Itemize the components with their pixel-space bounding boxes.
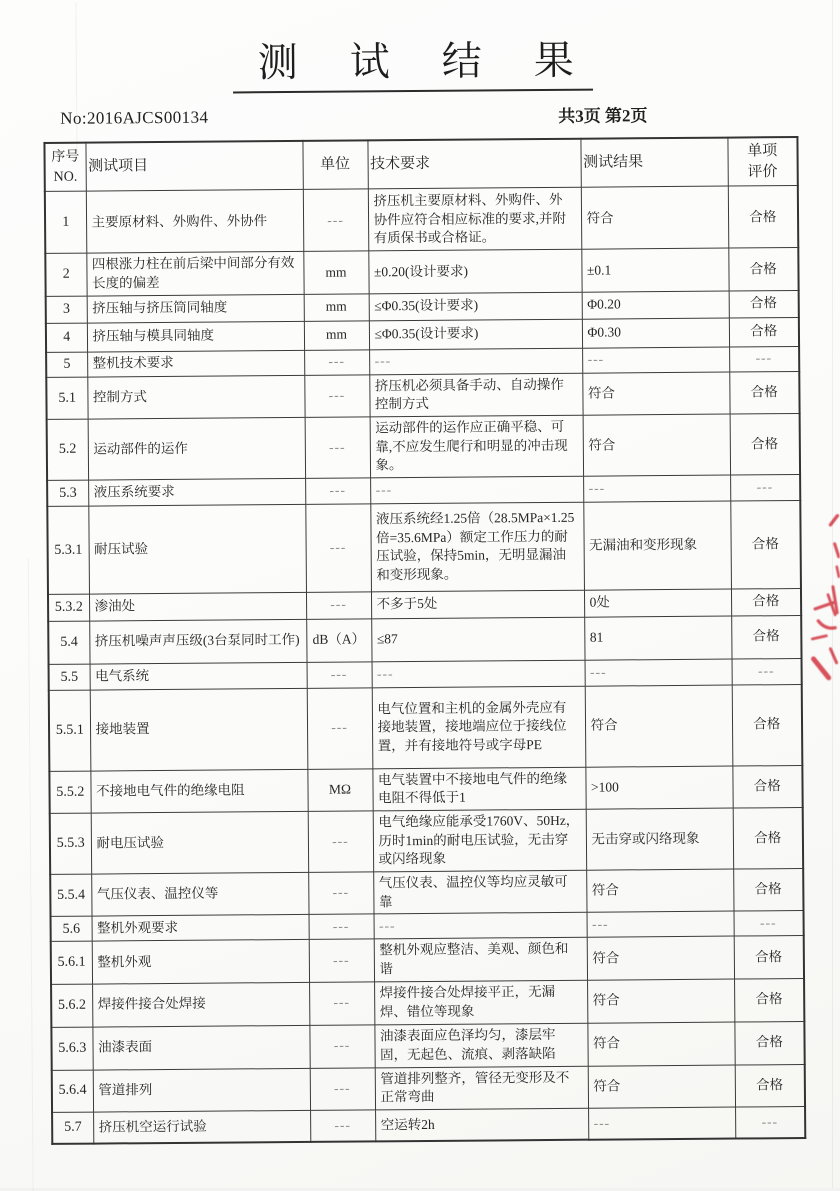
table-row xyxy=(46,371,799,419)
cell-item: 整机外观要求 xyxy=(92,915,309,942)
cell-unit: --- xyxy=(309,914,374,940)
cell-unit: MΩ xyxy=(307,769,372,812)
cell-item: 挤压机噪声声压级(3台泵同时工作) xyxy=(89,619,306,664)
cell-result: 符合 xyxy=(587,979,734,1023)
cell-item: 运动部件的运作 xyxy=(88,417,305,480)
cell-result: 符合 xyxy=(587,1022,734,1066)
table-row xyxy=(52,1064,805,1112)
cell-result: --- xyxy=(588,1107,735,1140)
cell-result: >100 xyxy=(585,766,732,809)
cell-evaluation: --- xyxy=(734,911,804,937)
cell-no: 5.6.4 xyxy=(52,1070,93,1113)
cell-requirement: --- xyxy=(374,912,587,939)
table-body xyxy=(45,186,805,1144)
cell-requirement: 不多于5处 xyxy=(371,590,584,619)
cell-result: 符合 xyxy=(583,414,730,476)
cell-requirement: 电气装置中不接地电气件的绝缘电阻不得低于1 xyxy=(372,767,585,811)
cell-no: 5.3.2 xyxy=(48,594,89,621)
cell-no: 5.3 xyxy=(47,480,88,506)
title-underline xyxy=(233,89,593,94)
cell-no: 4 xyxy=(46,323,87,352)
cell-evaluation: 合格 xyxy=(734,936,804,979)
table-row xyxy=(47,413,800,480)
cell-unit: mm xyxy=(304,321,369,351)
cell-item: 主要原材料、外购件、外协件 xyxy=(86,190,303,254)
test-results-table xyxy=(43,136,806,1145)
cell-item: 挤压轴与挤压筒同轴度 xyxy=(87,294,304,323)
cell-requirement: 整机外观应整洁、美观、颜色和谐 xyxy=(374,937,587,981)
cell-evaluation: 合格 xyxy=(734,1021,804,1065)
cell-unit: --- xyxy=(309,1024,374,1068)
cell-item: 挤压轴与模具同轴度 xyxy=(87,321,304,352)
cell-requirement: --- xyxy=(370,476,583,504)
table-row xyxy=(51,978,804,1027)
cell-result: 无漏油和变形现象 xyxy=(583,501,731,590)
cell-unit: --- xyxy=(309,981,374,1025)
cell-no: 5.6 xyxy=(51,916,92,941)
cell-item: 气压仪表、温控仪等 xyxy=(91,872,308,916)
cell-requirement: ±0.20(设计要求) xyxy=(368,250,581,294)
cell-result: --- xyxy=(583,475,730,502)
cell-unit: --- xyxy=(303,189,368,252)
cell-requirement: 挤压机主要原材料、外购件、外协件应符合相应标准的要求,并附有质保书或合格证。 xyxy=(368,188,581,252)
cell-unit: --- xyxy=(308,811,373,873)
cell-evaluation: 合格 xyxy=(733,808,803,870)
table-header xyxy=(44,137,797,192)
cell-requirement: ≤Φ0.35(设计要求) xyxy=(369,319,582,350)
cell-evaluation: 合格 xyxy=(730,413,800,474)
cell-result: 81 xyxy=(584,616,731,660)
column-header-unit: 单位 xyxy=(302,140,367,189)
cell-result: 符合 xyxy=(587,936,734,979)
cell-unit: dB（A） xyxy=(306,619,371,663)
cell-item: 挤压机空运行试验 xyxy=(93,1110,310,1144)
cell-no: 5.1 xyxy=(46,377,87,420)
cell-item: 不接地电气件的绝缘电阻 xyxy=(90,769,307,813)
cell-evaluation: 合格 xyxy=(729,290,799,318)
column-header-result: 测试结果 xyxy=(580,138,727,188)
column-header-item: 测试项目 xyxy=(85,141,302,192)
cell-result: 符合 xyxy=(581,186,728,249)
cell-no: 3 xyxy=(46,296,87,323)
cell-unit: --- xyxy=(304,375,369,418)
cell-requirement: 焊接件接合处焊接平正，无漏焊、错位等现象 xyxy=(374,980,587,1025)
cell-result: 符合 xyxy=(585,685,733,767)
page-indicator: 共3页 第2页 xyxy=(558,106,648,126)
cell-no: 5.2 xyxy=(47,419,88,480)
cell-result: 符合 xyxy=(586,869,733,912)
cell-requirement: ≤Φ0.35(设计要求) xyxy=(369,292,582,321)
cell-no: 5.6.2 xyxy=(51,984,92,1027)
cell-evaluation: 合格 xyxy=(730,500,801,589)
cell-no: 5.6.1 xyxy=(51,941,92,984)
cell-evaluation: 合格 xyxy=(728,248,798,291)
table-row xyxy=(51,1021,804,1070)
cell-evaluation: 合格 xyxy=(731,588,801,616)
scan-fold-line xyxy=(28,558,34,1191)
cell-unit: --- xyxy=(305,478,370,505)
cell-requirement: 管道排列整齐，管径无变形及不正常弯曲 xyxy=(375,1066,588,1110)
cell-unit: --- xyxy=(307,662,372,689)
cell-result: Φ0.30 xyxy=(582,318,729,348)
cell-no: 5.3.1 xyxy=(47,506,89,594)
table-row xyxy=(51,936,804,984)
cell-requirement: 电气位置和主机的金属外壳应有接地装置，接地端应位于接线位置，并有接地符号或字母PE xyxy=(372,686,586,769)
cell-result: --- xyxy=(587,911,734,937)
cell-no: 2 xyxy=(45,253,86,296)
cell-no: 5.7 xyxy=(52,1112,93,1144)
paper-edge-shadow xyxy=(832,0,833,1188)
cell-evaluation: 合格 xyxy=(732,765,802,808)
cell-item: 整机技术要求 xyxy=(87,350,304,377)
cell-no: 5.4 xyxy=(48,621,89,664)
cell-evaluation: 合格 xyxy=(731,615,801,659)
cell-unit: --- xyxy=(304,350,369,376)
table-row xyxy=(49,684,803,771)
cell-requirement: 空运转2h xyxy=(375,1108,588,1142)
table-row xyxy=(48,615,801,664)
table-row xyxy=(49,765,802,813)
cell-requirement: 油漆表面应色泽均匀，漆层牢固，无起色、流痕、剥落缺陷 xyxy=(374,1023,587,1068)
cell-result: 符合 xyxy=(588,1065,735,1108)
cell-evaluation: 合格 xyxy=(735,1064,805,1107)
cell-result: 0处 xyxy=(584,589,731,617)
column-header-no: 序号 NO. xyxy=(44,143,85,192)
cell-item: 耐电压试验 xyxy=(91,811,308,874)
table-row xyxy=(52,1106,805,1144)
cell-evaluation: --- xyxy=(732,658,802,685)
cell-no: 5.5 xyxy=(49,664,90,690)
cell-no: 5.5.1 xyxy=(49,690,91,771)
cell-no: 1 xyxy=(45,191,86,253)
table-row xyxy=(47,500,801,594)
red-stamp-fragment xyxy=(803,489,840,699)
cell-unit: --- xyxy=(306,592,371,620)
cell-item: 四根涨力柱在前后梁中间部分有效长度的偏差 xyxy=(86,252,303,296)
cell-item: 接地装置 xyxy=(90,688,308,771)
cell-requirement: 液压系统经1.25倍（28.5MPa×1.25倍=35.6MPa）额定工作压力的耐压试验，保持5min，无明显漏油和变形现象。 xyxy=(370,502,584,592)
cell-evaluation: --- xyxy=(735,1106,805,1139)
cell-item: 整机外观 xyxy=(92,940,309,984)
cell-result: ±0.1 xyxy=(581,248,728,291)
cell-evaluation: 合格 xyxy=(729,371,799,414)
cell-result: 符合 xyxy=(582,372,729,415)
cell-item: 管道排列 xyxy=(93,1068,310,1112)
cell-result: --- xyxy=(585,659,732,686)
cell-no: 5.5.4 xyxy=(50,874,91,917)
cell-item: 焊接件接合处焊接 xyxy=(92,982,309,1027)
table-header-row xyxy=(44,137,797,192)
cell-item: 油漆表面 xyxy=(92,1025,309,1070)
cell-unit: --- xyxy=(305,417,370,478)
cell-result: Φ0.20 xyxy=(582,291,729,319)
cell-result: --- xyxy=(582,347,729,373)
table-row xyxy=(50,808,803,875)
cell-no: 5 xyxy=(46,352,87,377)
cell-no: 5.6.3 xyxy=(51,1027,92,1070)
cell-evaluation: 合格 xyxy=(733,868,803,911)
cell-requirement: 挤压机必须具备手动、自动操作控制方式 xyxy=(369,373,582,417)
column-header-requirement: 技术要求 xyxy=(367,139,580,190)
cell-unit: --- xyxy=(310,1067,375,1110)
column-header-evaluation: 单项 评价 xyxy=(727,137,797,186)
cell-result: 无击穿或闪络现象 xyxy=(586,808,733,870)
cell-unit: --- xyxy=(309,939,374,982)
red-stamp-strokes xyxy=(803,489,840,699)
cell-no: 5.5.3 xyxy=(50,813,91,874)
table-row xyxy=(45,248,798,296)
table-row xyxy=(50,868,803,916)
cell-item: 控制方式 xyxy=(87,375,304,419)
cell-unit: --- xyxy=(308,872,373,915)
cell-evaluation: --- xyxy=(729,346,799,372)
cell-requirement: 电气绝缘应能承受1760V、50Hz，历时1min的耐电压试验，无击穿或闪络现象 xyxy=(373,809,586,872)
doc-number: No:2016AJCS00134 xyxy=(60,107,209,128)
page-title: 测试结果 xyxy=(257,37,626,86)
cell-evaluation: 合格 xyxy=(728,186,798,249)
cell-unit: --- xyxy=(310,1110,375,1143)
cell-item: 液压系统要求 xyxy=(88,478,305,506)
cell-unit: --- xyxy=(307,688,373,770)
cell-item: 电气系统 xyxy=(90,662,307,690)
cell-evaluation: 合格 xyxy=(734,978,804,1022)
cell-requirement: 气压仪表、温控仪等均应灵敏可靠 xyxy=(373,870,586,914)
cell-requirement: --- xyxy=(369,348,582,375)
cell-requirement: ≤87 xyxy=(371,617,584,662)
cell-item: 渗油处 xyxy=(89,592,306,621)
cell-requirement: --- xyxy=(372,660,585,688)
cell-unit: mm xyxy=(303,251,368,294)
cell-evaluation: 合格 xyxy=(732,684,803,766)
cell-unit: --- xyxy=(305,504,371,593)
cell-item: 耐压试验 xyxy=(88,504,306,594)
cell-requirement: 运动部件的运作应正确平稳、可靠,不应发生爬行和明显的冲击现象。 xyxy=(370,415,583,478)
table-row xyxy=(45,186,798,254)
cell-evaluation: --- xyxy=(730,474,800,501)
cell-evaluation: 合格 xyxy=(729,317,799,347)
cell-no: 5.5.2 xyxy=(49,771,90,814)
cell-unit: mm xyxy=(304,294,369,322)
